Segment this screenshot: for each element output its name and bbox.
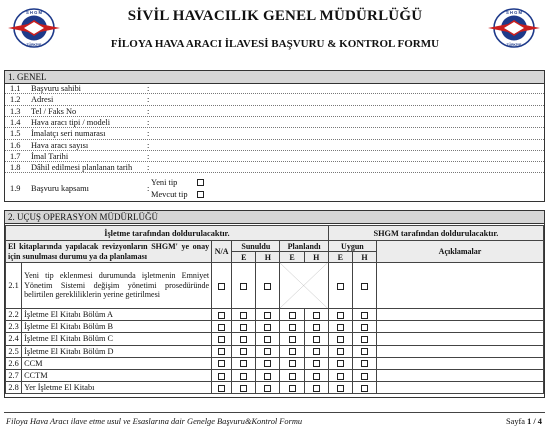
row-label: Dâhil edilmesi planlanan tarih — [31, 163, 133, 173]
table-row — [6, 369, 544, 381]
checklist-table — [5, 225, 544, 394]
row-number: 2.6 — [6, 357, 22, 369]
submitted-no-checkbox[interactable] — [264, 360, 271, 367]
remarks-cell[interactable] — [377, 357, 544, 369]
row-number: 1.4 — [10, 117, 21, 127]
na-checkbox[interactable] — [218, 360, 225, 367]
planned-no-checkbox[interactable] — [313, 373, 320, 380]
row-label: Adresi — [31, 95, 54, 105]
na-header: N/A — [212, 241, 232, 263]
compliant-header: Uygun — [328, 241, 376, 252]
row-item: İşletme El Kitabı Bölüm B — [22, 321, 212, 333]
scope-row — [5, 175, 544, 201]
row-item: İşletme El Kitabı Bölüm D — [22, 345, 212, 357]
row-number: 1.2 — [10, 95, 21, 105]
na-checkbox[interactable] — [218, 324, 225, 331]
general-field-row — [5, 163, 544, 173]
na-checkbox[interactable] — [218, 336, 225, 343]
row-item: Yeni tip eklenmesi durumunda işletmenin Emniyet Yönetim Sistemi değişim yönetimi prosedüründe belirtilen gerekliliklerin yerine getirilmesi — [22, 263, 212, 309]
form-header — [0, 0, 550, 62]
page-title: SİVİL HAVACILIK GENEL MÜDÜRLÜĞÜ — [127, 8, 423, 24]
option-label: Mevcut tip — [151, 190, 188, 199]
row-item: CCTM — [22, 369, 212, 381]
row-label: İmal Tarihi — [31, 151, 69, 161]
na-checkbox[interactable] — [218, 348, 225, 355]
row-colon: : — [147, 84, 150, 93]
submitted-no-checkbox[interactable] — [264, 324, 271, 331]
submitted-header: Sunuldu — [232, 241, 280, 252]
table-row — [6, 333, 544, 345]
page-number: 1 / 4 — [527, 417, 542, 426]
remarks-cell[interactable] — [377, 382, 544, 394]
row-label: Hava aracı tipi / modeli — [31, 117, 111, 127]
submitted-yes-checkbox[interactable] — [240, 373, 247, 380]
remarks-cell[interactable] — [377, 333, 544, 345]
row-number: 2.8 — [6, 382, 22, 394]
compliant-no-checkbox[interactable] — [361, 373, 368, 380]
compliant-no-checkbox[interactable] — [361, 324, 368, 331]
compliant-no-checkbox[interactable] — [361, 336, 368, 343]
page-label: Sayfa — [505, 417, 526, 426]
na-checkbox[interactable] — [218, 373, 225, 380]
general-field-row — [5, 129, 544, 139]
question-header: El kitaplarında yapılacak revizyonların SHGM' ye onay için sunulması durumu ya da planlaması — [6, 241, 212, 263]
table-row — [6, 382, 544, 394]
remarks-cell[interactable] — [377, 263, 544, 309]
remarks-cell[interactable] — [377, 309, 544, 321]
shgm-logo — [486, 6, 542, 50]
footer-divider — [4, 412, 545, 413]
table-row — [6, 263, 544, 309]
planned-yes-checkbox[interactable] — [289, 385, 296, 392]
row-number: 1.5 — [10, 129, 21, 139]
planned-not-applicable — [280, 263, 328, 309]
svg-text:TÜRKİYE: TÜRKİYE — [506, 43, 522, 47]
shgm-header: SHGM tarafından doldurulacaktır. — [328, 226, 543, 241]
planned-yes-checkbox[interactable] — [289, 336, 296, 343]
general-field-row — [5, 95, 544, 105]
yes-header: E — [328, 252, 352, 263]
submitted-yes-checkbox[interactable] — [240, 324, 247, 331]
row-item: İşletme El Kitabı Bölüm A — [22, 309, 212, 321]
section-general — [4, 70, 545, 202]
table-row — [6, 345, 544, 357]
yes-header: E — [232, 252, 256, 263]
section-flight-ops — [4, 210, 545, 398]
row-colon: : — [147, 95, 150, 105]
compliant-yes-checkbox[interactable] — [337, 312, 344, 319]
row-number: 1.6 — [10, 140, 21, 150]
row-label: İmalatçı seri numarası — [31, 129, 106, 139]
planned-yes-checkbox[interactable] — [289, 312, 296, 319]
remarks-cell[interactable] — [377, 321, 544, 333]
row-number: 1.8 — [10, 163, 21, 173]
planned-yes-checkbox[interactable] — [289, 348, 296, 355]
table-row — [6, 357, 544, 369]
submitted-yes-checkbox[interactable] — [240, 385, 247, 392]
row-number: 2.3 — [6, 321, 22, 333]
row-label: Başvuru kapsamı — [31, 184, 89, 193]
operator-header: İşletme tarafından doldurulacaktır. — [6, 226, 329, 241]
row-label: Başvuru sahibi — [31, 84, 82, 93]
row-item: İşletme El Kitabı Bölüm C — [22, 333, 212, 345]
submitted-yes-checkbox[interactable] — [240, 348, 247, 355]
submitted-yes-checkbox[interactable] — [240, 283, 247, 290]
no-header: H — [304, 252, 328, 263]
compliant-yes-checkbox[interactable] — [337, 373, 344, 380]
planned-no-checkbox[interactable] — [313, 324, 320, 331]
planned-no-checkbox[interactable] — [313, 336, 320, 343]
planned-header: Planlandı — [280, 241, 328, 252]
compliant-yes-checkbox[interactable] — [337, 348, 344, 355]
planned-yes-checkbox[interactable] — [289, 324, 296, 331]
planned-yes-checkbox[interactable] — [289, 360, 296, 367]
row-number: 2.4 — [6, 333, 22, 345]
row-number: 1.9 — [10, 184, 21, 193]
row-number: 1.3 — [10, 106, 21, 116]
row-colon: : — [147, 117, 150, 127]
table-row — [6, 309, 544, 321]
submitted-no-checkbox[interactable] — [264, 312, 271, 319]
row-label: Hava aracı sayısı — [31, 140, 89, 150]
compliant-no-checkbox[interactable] — [361, 283, 368, 290]
form-subtitle: FİLOYA HAVA ARACI İLAVESİ BAŞVURU & KONTROL FORMU — [110, 38, 440, 50]
compliant-yes-checkbox[interactable] — [337, 324, 344, 331]
option-label: Yeni tip — [151, 178, 178, 187]
planned-no-checkbox[interactable] — [313, 312, 320, 319]
submitted-no-checkbox[interactable] — [264, 336, 271, 343]
compliant-yes-checkbox[interactable] — [337, 283, 344, 290]
submitted-yes-checkbox[interactable] — [240, 312, 247, 319]
compliant-yes-checkbox[interactable] — [337, 385, 344, 392]
svg-text:S H G M: S H G M — [505, 10, 523, 15]
planned-no-checkbox[interactable] — [313, 385, 320, 392]
submitted-yes-checkbox[interactable] — [240, 360, 247, 367]
row-number: 1.1 — [10, 84, 21, 93]
row-label: Tel / Faks No — [31, 106, 77, 116]
no-header: H — [352, 252, 376, 263]
compliant-no-checkbox[interactable] — [361, 348, 368, 355]
section-heading: 1. GENEL — [5, 71, 544, 84]
section-heading: 2. UÇUŞ OPERASYON MÜDÜRLÜĞÜ — [5, 211, 544, 224]
row-colon: : — [147, 163, 150, 173]
general-field-row — [5, 84, 544, 94]
planned-yes-checkbox[interactable] — [289, 373, 296, 380]
row-number: 1.7 — [10, 151, 21, 161]
general-field-row — [5, 107, 544, 117]
na-checkbox[interactable] — [218, 283, 225, 290]
planned-no-checkbox[interactable] — [313, 348, 320, 355]
remarks-cell[interactable] — [377, 345, 544, 357]
row-colon: : — [147, 106, 150, 116]
option-existing-type — [151, 190, 188, 199]
row-number: 2.7 — [6, 369, 22, 381]
remarks-cell[interactable] — [377, 369, 544, 381]
general-field-row — [5, 118, 544, 128]
row-item: Yer İşletme El Kitabı — [22, 382, 212, 394]
row-number: 2.5 — [6, 345, 22, 357]
na-checkbox[interactable] — [218, 385, 225, 392]
row-colon: : — [147, 151, 150, 161]
general-field-row — [5, 141, 544, 151]
row-number: 2.1 — [6, 263, 22, 309]
footer-form-name: Filoya Hava Aracı ilave etme usul ve Esaslarına dair Genelge Başvuru&Kontrol Formu — [6, 417, 303, 426]
row-colon: : — [147, 184, 150, 193]
submitted-no-checkbox[interactable] — [264, 385, 271, 392]
option-new-type — [151, 178, 177, 187]
new-type-checkbox[interactable] — [197, 179, 204, 186]
row-colon: : — [147, 140, 150, 150]
no-header: H — [256, 252, 280, 263]
svg-text:TÜRKİYE: TÜRKİYE — [26, 43, 42, 47]
page-indicator — [506, 417, 542, 426]
row-number: 2.2 — [6, 309, 22, 321]
submitted-no-checkbox[interactable] — [264, 348, 271, 355]
compliant-yes-checkbox[interactable] — [337, 360, 344, 367]
row-item: CCM — [22, 357, 212, 369]
planned-no-checkbox[interactable] — [313, 360, 320, 367]
compliant-yes-checkbox[interactable] — [337, 336, 344, 343]
existing-type-checkbox[interactable] — [197, 191, 204, 198]
submitted-yes-checkbox[interactable] — [240, 336, 247, 343]
table-row — [6, 321, 544, 333]
compliant-no-checkbox[interactable] — [361, 385, 368, 392]
submitted-no-checkbox[interactable] — [264, 283, 271, 290]
yes-header: E — [280, 252, 304, 263]
submitted-no-checkbox[interactable] — [264, 373, 271, 380]
na-checkbox[interactable] — [218, 312, 225, 319]
compliant-no-checkbox[interactable] — [361, 312, 368, 319]
compliant-no-checkbox[interactable] — [361, 360, 368, 367]
svg-text:S H G M: S H G M — [25, 10, 43, 15]
row-colon: : — [147, 129, 150, 139]
remarks-header: Açıklamalar — [377, 241, 544, 263]
general-field-row — [5, 152, 544, 162]
